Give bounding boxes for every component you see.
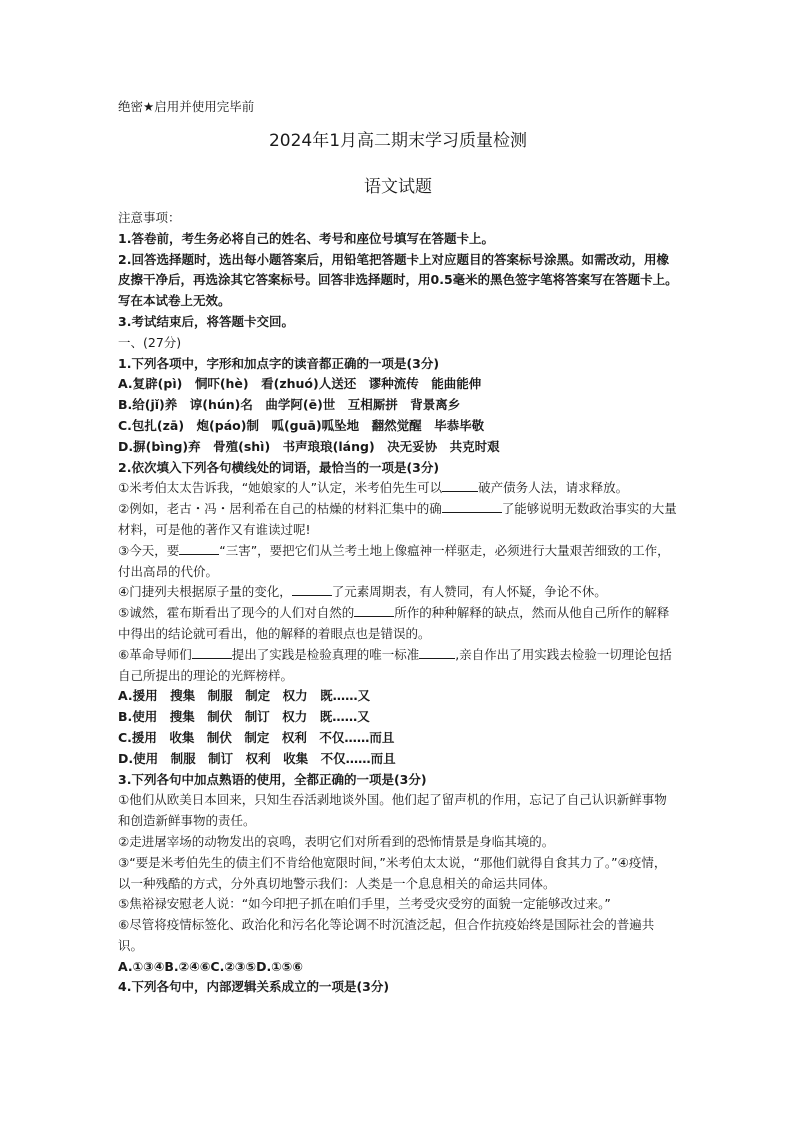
- answer-blank: [179, 541, 219, 555]
- answer-blank: [419, 645, 455, 659]
- section-heading: 一、(27分): [118, 334, 182, 350]
- sentence-item: ⑤焦裕禄安慰老人说：“如今印把子抓在咱们手里，兰考受灾受穷的面貌一定能够改过来。”: [118, 896, 611, 912]
- option-line: B.使用 搜集 制伏 制订 权力 既……又: [118, 709, 370, 725]
- answer-blank: [192, 645, 232, 659]
- notice-item: 3.考试结束后，将答题卡交回。: [118, 313, 294, 329]
- notice-item: 2.回答选择题时，选出每小题答案后，用铅笔把答题卡上对应题目的答案标号涂黑。如需改动，用橡皮擦干净后，再选涂其它答案标号。回答非选择题时，用0.5毫米的黑色签字笔将答案写在答题卡上。写在本试卷上无效。: [118, 251, 678, 309]
- secret-mark: 绝密★启用并使用完毕前: [118, 99, 255, 114]
- exam-title: 2024年1月高二期末学习质量检测: [268, 131, 528, 151]
- option-line: C.援用 收集 制伏 制定 权利 不仅……而且: [118, 729, 395, 745]
- notice-item: 1.答卷前，考生务必将自己的姓名、考号和座位号填写在答题卡上。: [118, 230, 494, 246]
- sentence-item: ⑥革命导师们 提出了实践是检验真理的唯一标准 ,亲自作出了用实践去检验一切理论包括自己所提出的理论的光辉榜样。: [118, 646, 672, 683]
- answer-blank: [292, 582, 332, 596]
- exam-page: [118, 98, 678, 998]
- question-stem: 4.下列各句中，内部逻辑关系成立的一项是(3分): [118, 979, 390, 995]
- option-line: C.包扎(zā) 炮(páo)制 呱(guā)呱坠地 翻然觉醒 毕恭毕敬: [118, 417, 485, 433]
- sentence-item: ②例如，老古・冯・居利希在自己的枯燥的材料汇集中的确 了能够说明无数政治事实的大量材料，可是他的著作又有谁读过呢!: [118, 501, 677, 537]
- answer-blank: [442, 499, 502, 513]
- sentence-item: ③今天，要 “三害”，要把它们从兰考土地上像瘟神一样驱走，必须进行大量艰苦细致的工作，付出高昂的代价。: [118, 542, 670, 579]
- answer-blank: [354, 603, 394, 617]
- sentence-item: ①他们从欧美日本回来，只知生吞活剥地谈外国。他们起了留声机的作用，忘记了自己认识新鲜事物和创造新鲜事物的责任。: [118, 792, 667, 829]
- question-stem: 2.依次填入下列各句横线处的词语，最恰当的一项是(3分): [118, 459, 440, 475]
- option-line: A.复辟(pì) 恫吓(hè) 看(zhuó)人送还 谬种流传 能曲能伸: [118, 376, 482, 392]
- option-line: B.给(jǐ)养 谆(hún)名 曲学阿(ē)世 互相厮拼 背景离乡: [118, 397, 461, 413]
- answer-blank: [442, 478, 478, 492]
- sentence-item: ④门捷列夫根据原子量的变化， 了元素周期表，有人赞同，有人怀疑，争论不休。: [118, 584, 607, 600]
- sentence-item: ⑥尽管将疫情标签化、政治化和污名化等论调不时沉渣泛起，但合作抗疫始终是国际社会的普遍共识。: [118, 917, 655, 953]
- sentence-item: ⑤诚然，霍布斯看出了现今的人们对自然的 所作的种种解释的缺点，然而从他自己所作的解释中得出的结论就可看出，他的解释的着眼点也是错误的。: [118, 605, 670, 641]
- question-stem: 1.下列各项中，字形和加点字的读音都正确的一项是(3分): [118, 355, 440, 371]
- option-line: A.援用 搜集 制服 制定 权力 既……又: [118, 688, 371, 704]
- option-line: A.①③④B.②④⑥C.②③⑤D.①⑤⑥: [118, 958, 303, 974]
- sentence-item: ②走进屠宰场的动物发出的哀鸣，表明它们对所看到的恐怖情景是身临其境的。: [118, 833, 555, 849]
- exam-subtitle: 语文试题: [364, 177, 432, 197]
- notice-heading: 注意事项：: [118, 210, 181, 225]
- option-line: D.摒(bìng)弃 骨殖(shì) 书声琅琅(láng) 决无妥协 共克时艰: [118, 438, 500, 454]
- option-line: D.使用 制服 制订 权利 收集 不仅……而且: [118, 750, 396, 766]
- sentence-item: ①米考伯太太告诉我，“她娘家的人”认定，米考伯先生可以 破产债务人法，请求释放。: [118, 480, 629, 496]
- exam-content: [118, 208, 678, 998]
- sentence-item: ③“要是米考伯先生的债主们不肯给他宽限时间，”米考伯太太说，“那他们就得自食其力了。”④疫情，以一种残酷的方式，分外真切地警示我们：人类是一个息息相关的命运共同体。: [118, 854, 667, 891]
- question-stem: 3.下列各句中加点熟语的使用，全都正确的一项是(3分): [118, 771, 427, 787]
